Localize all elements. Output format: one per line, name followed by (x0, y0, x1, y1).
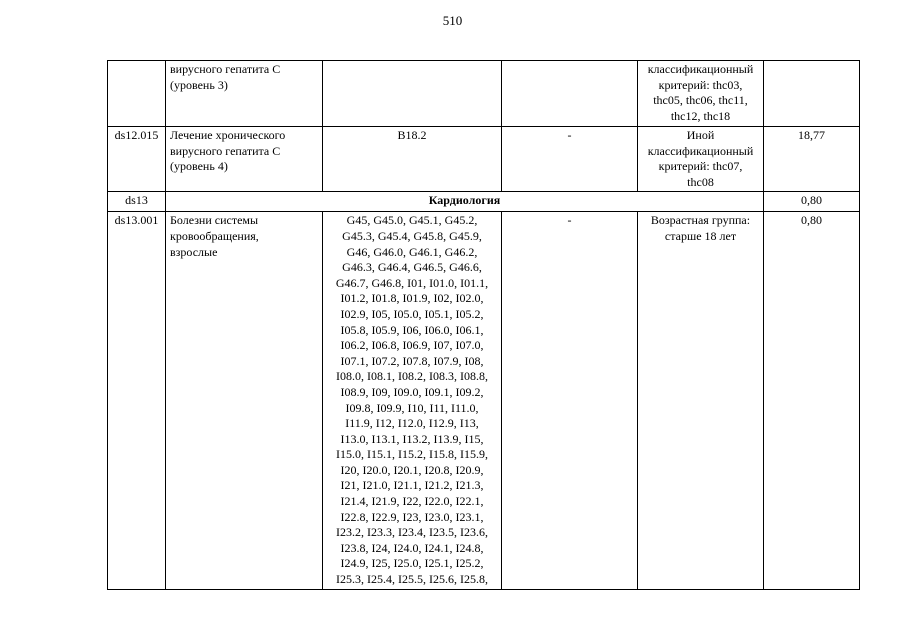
row-name: вирусного гепатита С (уровень 3) (166, 61, 323, 127)
row-icd-codes (323, 61, 502, 127)
row-name: Лечение хронического вирусного гепатита С (уровень 4) (166, 127, 323, 192)
row-coefficient: 0,80 (764, 212, 860, 589)
tariff-table (107, 60, 860, 590)
row-criteria: Возрастная группа: старше 18 лет (638, 212, 764, 589)
page-number: 510 (442, 13, 463, 28)
row-code: ds12.015 (108, 127, 166, 192)
row-code: ds13.001 (108, 212, 166, 589)
row-coefficient: 18,77 (764, 127, 860, 192)
row-criteria: Иной классификационный критерий: thc07, thc08 (638, 127, 764, 192)
table-row (108, 61, 860, 127)
row-criteria: классификационный критерий: thc03, thc05, thc06, thc11, thc12, thc18 (638, 61, 764, 127)
row-coefficient (764, 61, 860, 127)
row-dash (502, 61, 638, 127)
row-code (108, 61, 166, 127)
row-name: Болезни системы кровообращения, взрослые (166, 212, 323, 589)
section-code: ds13 (108, 192, 166, 212)
row-dash: - (502, 212, 638, 589)
section-row (108, 192, 860, 212)
row-dash: - (502, 127, 638, 192)
section-coefficient: 0,80 (764, 192, 860, 212)
table-row (108, 212, 860, 589)
section-title: Кардиология (166, 192, 764, 212)
row-icd-codes: G45, G45.0, G45.1, G45.2, G45.3, G45.4, G45.8, G45.9, G46, G46.0, G46.1, G46.2, G46.3, G46.4, G46.5, G46.6, G46.7, G46.8, I01, I01.0, I01.1, I01.2, I01.8, I01.9, I02, I02.0, I02.9, I05, I05.0, I05.1, I05.2, I05.8, I05.9, I06, I06.0, I06.1, I06.2, I06.8, I06.9, I07, I07.0, I07.1, I07.2, I07.8, I07.9, I08, I08.0, I08.1, I08.2, I08.3, I08.8, I08.9, I09, I09.0, I09.1, I09.2, I09.8, I09.9, I10, I11, I11.0, I11.9, I12, I12.0, I12.9, I13, I13.0, I13.1, I13.2, I13.9, I15, I15.0, I15.1, I15.2, I15.8, I15.9, I20, I20.0, I20.1, I20.8, I20.9, I21, I21.0, I21.1, I21.2, I21.3, I21.4, I21.9, I22, I22.0, I22.1, I22.8, I22.9, I23, I23.0, I23.1, I23.2, I23.3, I23.4, I23.5, I23.6, I23.8, I24, I24.0, I24.1, I24.8, I24.9, I25, I25.0, I25.1, I25.2, I25.3, I25.4, I25.5, I25.6, I25.8, (323, 212, 502, 589)
row-icd-codes: B18.2 (323, 127, 502, 192)
table-row (108, 127, 860, 192)
